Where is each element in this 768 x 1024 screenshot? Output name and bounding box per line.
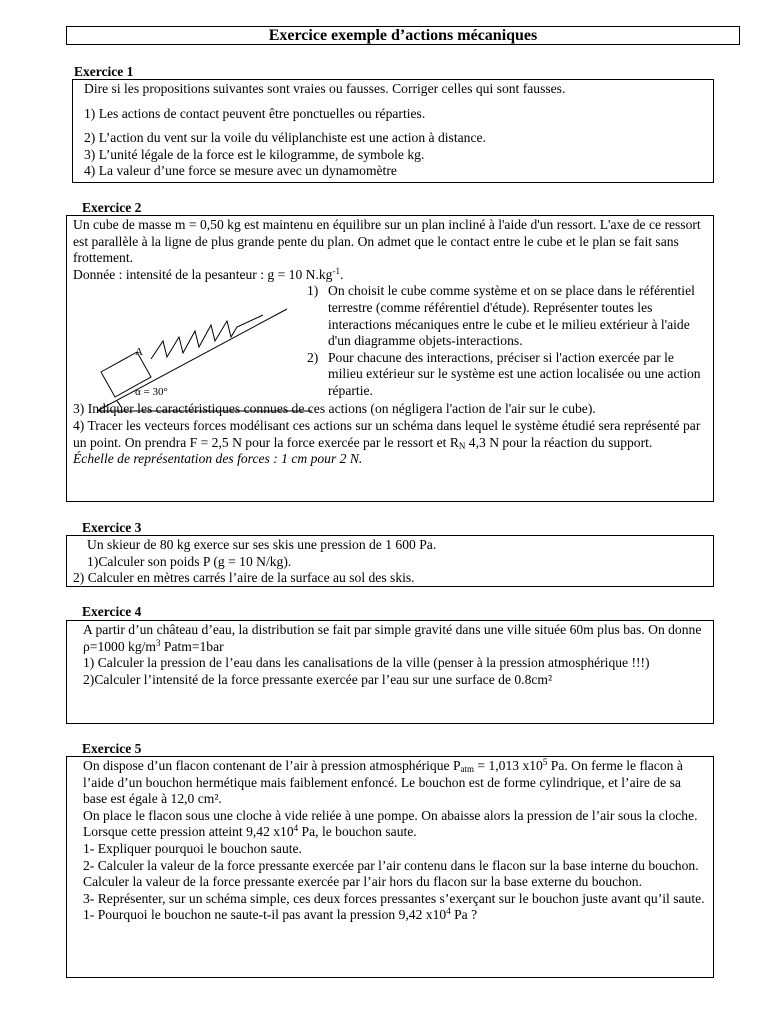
ex2-scale: Échelle de représentation des forces : 1 cm pour 2 N. [73, 451, 363, 467]
angle-label: α = 30° [135, 386, 168, 399]
point-a-label: A [135, 346, 143, 359]
ex5-question-4: 1- Pourquoi le bouchon ne saute-t-il pas avant la pression 9,42 $x10^4$ Pa ? [83, 906, 478, 923]
ex5-question-3: 3- Représenter, sur un schéma simple, ces deux forces pressantes s’exerçant sur le bouchon juste avant qu’il saute. [83, 890, 705, 906]
page-title: Exercice exemple d’actions mécaniques [66, 26, 740, 45]
ex4-item-1: 1) Calculer la pression de l’eau dans les canalisations de la ville (penser à la pression atmosphérique !!!) [83, 655, 650, 671]
ex1-instruction: Dire si les propositions suivantes sont vraies ou fausses. Corriger celles qui sont fausses. [84, 81, 566, 96]
ex3-item-1: 1)Calculer son poids P (g = 10 N/kg). [87, 553, 292, 569]
ex3-item-2: 2) Calculer en mètres carrés l’aire de la surface au sol des skis. [73, 570, 415, 586]
angle-arc [117, 401, 121, 407]
ex5-paragraph-1: On dispose d’un flacon contenant de l’air à pression atmosphérique $P_{atm} = 1,013$ $x10^5$ Pa. On ferme le flacon à l’aide d’un bouchon hermétique mais faiblement enfoncé. Le bouchon est de forme cylindrique, et l’aire de sa base est égale à 12,0 cm². [83, 757, 683, 807]
ex2-numbered-list [307, 283, 705, 399]
ex2-donnee: Donnée : intensité de la pesanteur : g = 10 $N.kg^{-1}$. [73, 265, 344, 282]
ex4-item-2: 2)Calculer l’intensité de la force pressante exercée par l’eau sur une surface de 0.8cm² [83, 671, 553, 687]
exercice-5-box [66, 756, 714, 978]
ex2-item-1: 1) On choisit le cube comme système et on se place dans le référentiel terrestre (comme référentiel d'étude). Représenter toutes les interactions mécaniques entre le cube et le milieu extérieur à l'aide d'un diagramme objets-interactions. [307, 283, 695, 349]
exercice-5-heading: Exercice 5 [82, 741, 142, 756]
ex2-item-2: 2) Pour chacune des interactions, préciser si l'action exercée par le milieu extérieur sur le système est une action localisée ou une action répartie. [307, 349, 701, 398]
exercice-3-heading: Exercice 3 [82, 520, 142, 535]
ex5-paragraph-2: On place le flacon sous une cloche à vide reliée à une pompe. On abaisse alors la pression de l’air sous la cloche. Lorsque cette pression atteint 9,42 $x10^4$ Pa, le bouchon saute. [83, 807, 698, 840]
ex4-statement: A partir d’un château d’eau, la distribution se fait par simple gravité dans une ville située 60m plus bas. On donne ρ=1000 $kg/m^3$ Patm=1bar [83, 622, 702, 654]
ex1-item-3: 3) L’unité légale de la force est le kilogramme, de symbole kg. [84, 146, 425, 162]
ex3-statement: Un skieur de 80 kg exerce sur ses skis une pression de 1 600 Pa. [87, 537, 437, 552]
ex1-item-2: 2) L’action du vent sur la voile du véliplanchiste est une action à distance. [84, 130, 486, 146]
inclined-plane-figure [87, 289, 317, 413]
exercice-1-box [72, 79, 714, 183]
ex1-item-4: 4) La valeur d’une force se mesure avec un dynamomètre [84, 163, 397, 179]
exercice-1-heading: Exercice 1 [74, 64, 134, 79]
ex5-question-1: 1- Expliquer pourquoi le bouchon saute. [83, 840, 302, 856]
exercice-2-box [66, 215, 714, 502]
ex2-item-3: 3) Indiquer les caractéristiques connues de ces actions (on négligera l'action de l'air sur le cube). [73, 401, 596, 417]
exercice-4-box [66, 620, 714, 724]
ex1-item-1: 1) Les actions de contact peuvent être ponctuelles ou réparties. [84, 105, 426, 121]
ex2-item-4: 4) Tracer les vecteurs forces modélisant ces actions sur un schéma dans lequel le système étudié sera représenté par un point. On prendra F = 2,5 N pour la force exercée par le ressort et $R_N$ 4,3 N pour la réaction du support. [73, 417, 701, 451]
exercice-4-heading: Exercice 4 [82, 604, 142, 619]
ex2-intro: Un cube de masse m = 0,50 kg est maintenu en équilibre sur un plan incliné à l'aide d'un ressort. L'axe de ce ressort est parallèle à la ligne de plus grande pente du plan. On admet que le contact entre le cube et le plan se fait sans frottement. [73, 217, 701, 266]
exercice-3-box [66, 535, 714, 587]
ex5-question-2: 2- Calculer la valeur de la force pressante exercée par l’air contenu dans le flacon sur la base interne du bouchon. Calculer la valeur de la force pressante exercée par l’air hors du flacon sur la base externe du bouchon. [83, 857, 699, 890]
exercice-2-heading: Exercice 2 [82, 200, 142, 215]
